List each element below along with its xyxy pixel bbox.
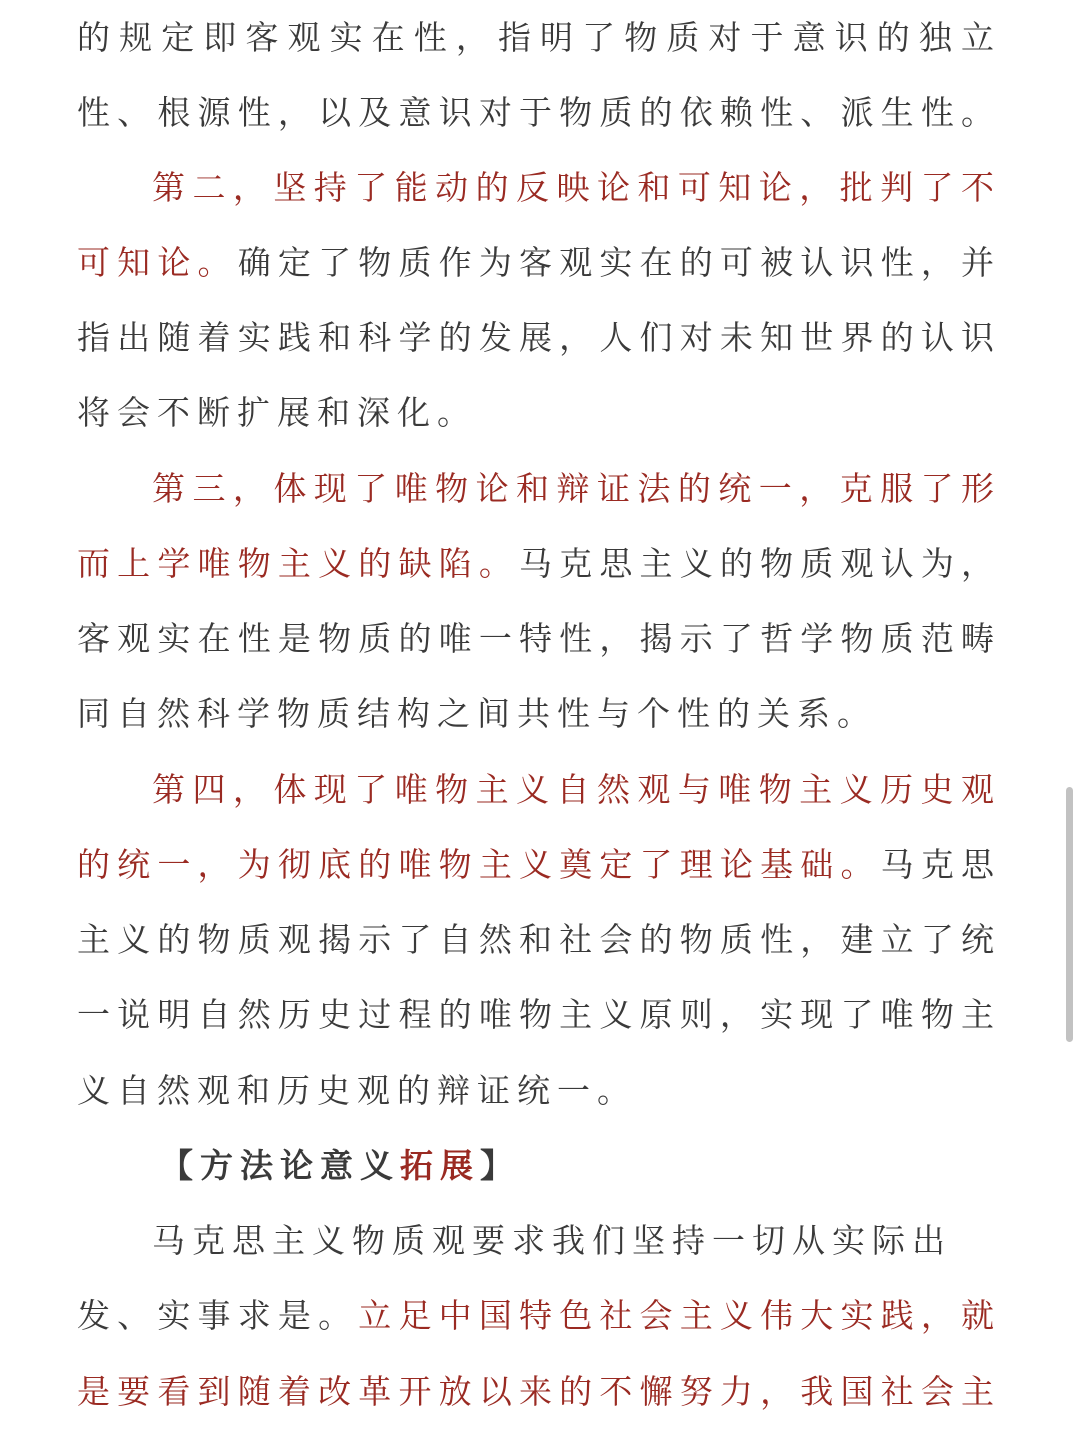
text-segment: 同自然科学物质结构之间共性与个性的关系。 xyxy=(77,694,877,733)
text-line xyxy=(77,310,1001,366)
text-line xyxy=(77,85,1001,141)
text-line xyxy=(77,1364,1001,1420)
text-line xyxy=(77,611,1001,667)
point-two-heading-line xyxy=(152,160,1001,216)
heading-text: 【方法论意义 xyxy=(160,1146,400,1185)
emphasis-segment: 第四，体现了唯物主义自然观与唯物主义历史观 xyxy=(152,770,1001,809)
text-segment: 马克思主义的物质观认为， xyxy=(519,544,1002,583)
text-segment: 的规定即客观实在性，指明了物质对于意识的独立 xyxy=(77,18,1001,57)
heading-bracket: 】 xyxy=(480,1146,520,1185)
point-four-heading-line xyxy=(152,762,1001,818)
text-segment: 将会不断扩展和深化。 xyxy=(77,393,477,432)
text-segment: 一说明自然历史过程的唯物主义原则，实现了唯物主 xyxy=(77,995,1001,1034)
text-segment: 确定了物质作为客观实在的可被认识性，并 xyxy=(237,243,1002,282)
emphasis-segment: 第三，体现了唯物论和辩证法的统一，克服了形 xyxy=(152,469,1001,508)
emphasis-segment: 立足中国特色社会主义伟大实践，就 xyxy=(358,1296,1002,1335)
text-line xyxy=(77,686,1001,742)
text-segment: 指出随着实践和科学的发展，人们对未知世界的认识 xyxy=(77,318,1001,357)
text-line xyxy=(77,1288,1001,1344)
text-line xyxy=(77,1063,1001,1119)
text-segment: 义自然观和历史观的辩证统一。 xyxy=(77,1071,637,1110)
text-segment: 发、实事求是。 xyxy=(77,1296,359,1335)
text-segment: 性、根源性，以及意识对于物质的依赖性、派生性。 xyxy=(77,93,1001,132)
text-line xyxy=(152,1213,1001,1269)
section-heading xyxy=(160,1138,660,1194)
text-line xyxy=(77,10,1001,66)
text-line xyxy=(77,385,1001,441)
text-segment: 马克思 xyxy=(880,845,1002,884)
point-three-heading-line xyxy=(152,461,1001,517)
emphasis-segment: 可知论。 xyxy=(77,243,238,282)
text-line xyxy=(77,536,1001,592)
text-segment: 马克思主义物质观要求我们坚持一切从实际出 xyxy=(152,1221,952,1260)
text-segment: 主义的物质观揭示了自然和社会的物质性，建立了统 xyxy=(77,920,1001,959)
emphasis-segment: 第二，坚持了能动的反映论和可知论，批判了不 xyxy=(152,168,1001,207)
heading-highlight: 拓展 xyxy=(400,1146,480,1185)
emphasis-segment: 是要看到随着改革开放以来的不懈努力，我国社会主 xyxy=(77,1372,1001,1411)
emphasis-segment: 而上学唯物主义的缺陷。 xyxy=(77,544,519,583)
text-line xyxy=(77,235,1001,291)
text-line xyxy=(77,987,1001,1043)
text-line xyxy=(77,912,1001,968)
scrollbar-thumb[interactable] xyxy=(1066,787,1073,1042)
text-line xyxy=(77,837,1001,893)
emphasis-segment: 的统一，为彻底的唯物主义奠定了理论基础。 xyxy=(77,845,881,884)
text-segment: 客观实在性是物质的唯一特性，揭示了哲学物质范畴 xyxy=(77,619,1001,658)
